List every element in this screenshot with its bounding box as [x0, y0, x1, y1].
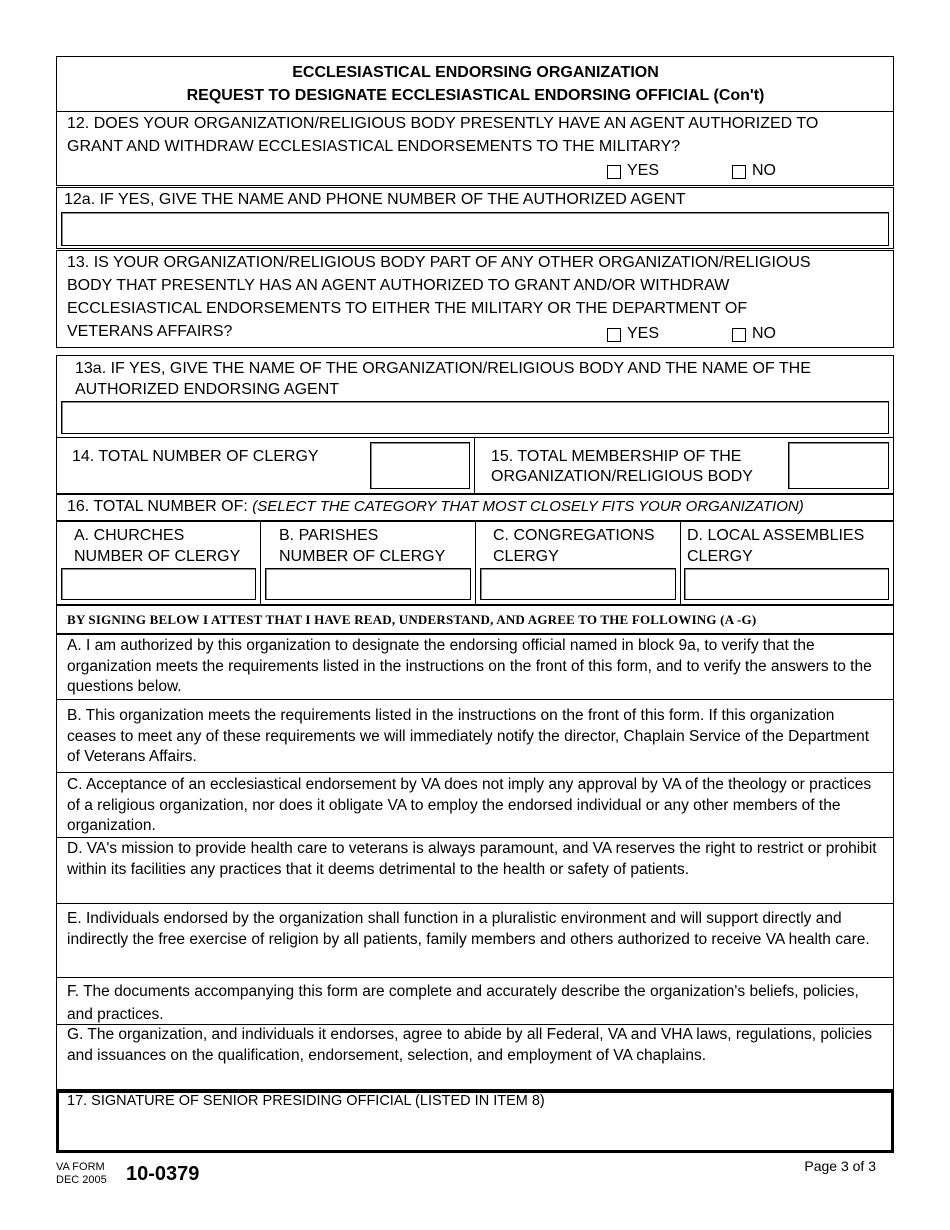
question-15-text-line2: ORGANIZATION/RELIGIOUS BODY — [491, 468, 753, 485]
total-membership-field[interactable] — [788, 442, 889, 489]
question-12-yes-checkbox[interactable] — [607, 165, 621, 179]
category-c-field[interactable] — [480, 568, 676, 600]
question-13-yes-checkbox[interactable] — [607, 328, 621, 342]
attestation-header-text: BY SIGNING BELOW I ATTEST THAT I HAVE READ, UNDERSTAND, AND AGREE TO THE FOLLOWING (A -G) — [67, 612, 757, 627]
question-13-text-line1: 13. IS YOUR ORGANIZATION/RELIGIOUS BODY PART OF ANY OTHER ORGANIZATION/RELIGIOUS — [67, 254, 811, 271]
form-date: DEC 2005 — [56, 1174, 107, 1186]
question-16-note: (SELECT THE CATEGORY THAT MOST CLOSELY FITS YOUR ORGANIZATION) — [252, 498, 804, 515]
question-13-text-line4: VETERANS AFFAIRS? — [67, 323, 233, 340]
endorsing-agent-field[interactable] — [61, 401, 889, 434]
form-label: VA FORM — [56, 1161, 105, 1173]
question-13-no-checkbox[interactable] — [732, 328, 746, 342]
total-clergy-field[interactable] — [370, 442, 470, 489]
form-title-line1: ECCLESIASTICAL ENDORSING ORGANIZATION — [292, 64, 659, 81]
category-d-line1: D. LOCAL ASSEMBLIES — [687, 527, 865, 544]
form-number: 10-0379 — [126, 1163, 200, 1185]
attestation-text-f: F. The documents accompanying this form are complete and accurately describe the organization's beliefs, policies, and practices. — [67, 983, 859, 1023]
category-d-field[interactable] — [684, 568, 889, 600]
attestation-text-e: E. Individuals endorsed by the organization shall function in a pluralistic environment and will support directly and indirectly the free exercise of religion by all patients, family members and others authorized to receive VA health care. — [67, 910, 870, 948]
page-number: Page 3 of 3 — [804, 1158, 876, 1174]
question-13a-text-line2: AUTHORIZED ENDORSING AGENT — [75, 381, 340, 398]
category-d-line2: CLERGY — [687, 548, 753, 565]
category-a-line1: A. CHURCHES — [74, 527, 185, 544]
question-12-yes-label: YES — [627, 162, 660, 179]
question-16-label: 16. TOTAL NUMBER OF: — [67, 498, 248, 515]
category-a-field[interactable] — [61, 568, 256, 600]
category-a-line2: NUMBER OF CLERGY — [74, 548, 241, 565]
question-16-label-row — [67, 495, 804, 518]
question-13-no-label: NO — [752, 325, 776, 342]
question-12-text-line2: GRANT AND WITHDRAW ECCLESIASTICAL ENDORSEMENTS TO THE MILITARY? — [67, 138, 681, 155]
category-b-line2: NUMBER OF CLERGY — [279, 548, 446, 565]
attestation-text-b: B. This organization meets the requirements listed in the instructions on the front of this form. If this organization ceases to meet any of these requirements we will immediately notify the director, Chaplain Service of the Department of Veterans Affairs. — [67, 707, 870, 765]
attestation-text-d: D. VA's mission to provide health care to veterans is always paramount, and VA reserves the right to restrict or prohibit within its facilities any practices that it deems detrimental to the health or safety of patients. — [67, 840, 877, 878]
category-c-line2: CLERGY — [493, 548, 559, 565]
category-b-line1: B. PARISHES — [279, 527, 379, 544]
form-title-line2: REQUEST TO DESIGNATE ECCLESIASTICAL ENDORSING OFFICIAL (Con't) — [186, 87, 765, 104]
question-13a-text-line1: 13a. IF YES, GIVE THE NAME OF THE ORGANIZATION/RELIGIOUS BODY AND THE NAME OF THE — [75, 360, 811, 377]
question-15-text-line1: 15. TOTAL MEMBERSHIP OF THE — [491, 448, 742, 465]
question-14-label: 14. TOTAL NUMBER OF CLERGY — [72, 448, 319, 465]
attestation-text-a: A. I am authorized by this organization to designate the endorsing official named in block 9a, to verify that the organization meets the requirements listed in the instructions on the front of this form, and to verify the answers to the questions below. — [67, 637, 872, 695]
attestation-text-c: C. Acceptance of an ecclesiastical endorsement by VA does not imply any approval by VA of the theology or practices of a religious organization, nor does it obligate VA to employ the endorsed individual or any other members of the organization. — [67, 776, 872, 834]
question-13-text-line2: BODY THAT PRESENTLY HAS AN AGENT AUTHORIZED TO GRANT AND/OR WITHDRAW — [67, 277, 730, 294]
question-12-no-label: NO — [752, 162, 776, 179]
attestation-text-g: G. The organization, and individuals it endorses, agree to abide by all Federal, VA and VHA laws, regulations, policies and issuances on the qualification, endorsement, selection, and employment of VA chaplains. — [67, 1026, 873, 1064]
signature-label: 17. SIGNATURE OF SENIOR PRESIDING OFFICIAL (LISTED IN ITEM 8) — [67, 1093, 545, 1109]
category-b-field[interactable] — [265, 568, 471, 600]
question-12-text-line1: 12. DOES YOUR ORGANIZATION/RELIGIOUS BODY PRESENTLY HAVE AN AGENT AUTHORIZED TO — [67, 115, 819, 132]
authorized-agent-field[interactable] — [61, 212, 889, 246]
question-13-text-line3: ECCLESIASTICAL ENDORSEMENTS TO EITHER THE MILITARY OR THE DEPARTMENT OF — [67, 300, 748, 317]
question-12a-label: 12a. IF YES, GIVE THE NAME AND PHONE NUMBER OF THE AUTHORIZED AGENT — [64, 191, 686, 208]
category-c-line1: C. CONGREGATIONS — [493, 527, 655, 544]
question-12-no-checkbox[interactable] — [732, 165, 746, 179]
question-13-yes-label: YES — [627, 325, 660, 342]
